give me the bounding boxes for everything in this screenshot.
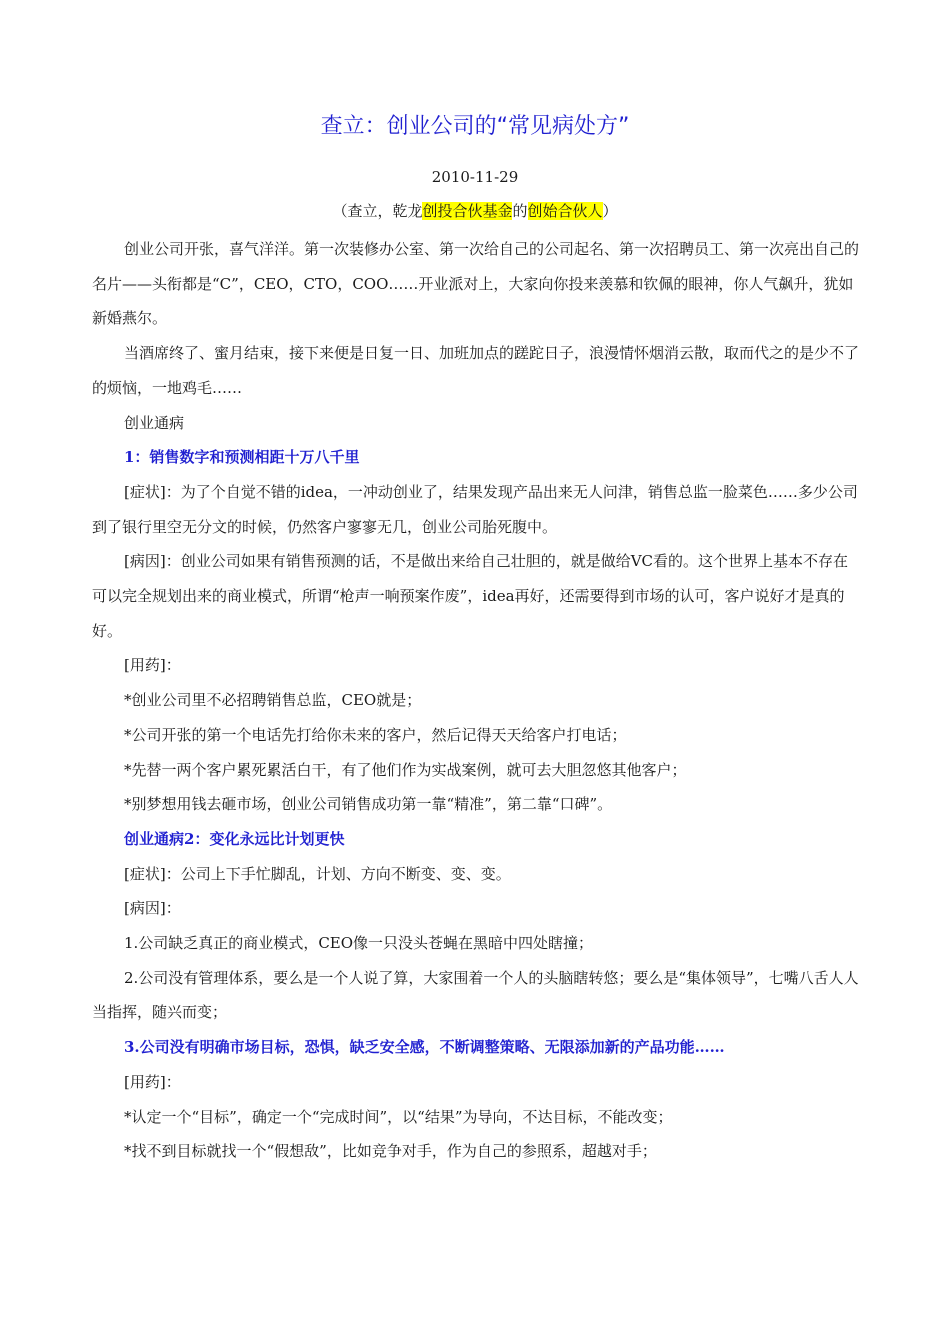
ailment-1-remedy-label: [用药]： xyxy=(124,656,181,675)
remedy-item: *先替一两个客户累死累活白干，有了他们作为实战案例，就可去大胆忽悠其他客户； xyxy=(124,760,687,779)
paragraph-intro: 创业公司开张，喜气洋洋。第一次装修办公室、第一次给自己的公司起名、第一次招聘员工、第一次亮出自己的名片——头衔都是“C”，CEO，CTO，COO……开业派对上，大家向你投来羡慕和钦佩的眼神，你人气飙升，犹如新婚燕尔。 xyxy=(92,240,860,328)
author-prefix: （查立，乾龙 xyxy=(332,202,423,220)
ailment-2-heading: 创业通病2：变化永远比计划更快 xyxy=(124,829,345,848)
cause-item-emphasized: 3.公司没有明确市场目标，恐惧，缺乏安全感，不断调整策略、无限添加新的产品功能…… xyxy=(124,1038,725,1057)
article-body xyxy=(92,232,860,1169)
author-line xyxy=(0,200,950,222)
remedy-item: *别梦想用钱去砸市场，创业公司销售成功第一靠“精准”，第二靠“口碑”。 xyxy=(124,795,613,814)
ailment-1-cause: [病因]：创业公司如果有销售预测的话，不是做出来给自己壮胆的，就是做给VC看的。这个世界上基本不存在可以完全规划出来的商业模式，所谓“枪声一响预案作废”，idea再好，还需要得到市场的认可，客户说好才是真的好。 xyxy=(92,552,849,640)
ailment-2-symptom: [症状]：公司上下手忙脚乱，计划、方向不断变、变、变。 xyxy=(124,864,511,883)
section-label-common-ailments: 创业通病 xyxy=(124,413,185,432)
author-connector: 的 xyxy=(512,202,528,220)
remedy-item: *认定一个“目标”，确定一个“完成时间”，以“结果”为导向，不达目标，不能改变； xyxy=(124,1107,673,1126)
highlighted-fund-name: 创投合伙基金 xyxy=(422,202,513,220)
remedy-item: *创业公司里不必招聘销售总监，CEO就是； xyxy=(124,691,422,710)
cause-item: 1.公司缺乏真正的商业模式，CEO像一只没头苍蝇在黑暗中四处瞎撞； xyxy=(124,934,594,953)
article-date: 2010-11-29 xyxy=(431,168,519,186)
remedy-item: *找不到目标就找一个“假想敌”，比如竞争对手，作为自己的参照系，超越对手； xyxy=(124,1142,657,1161)
cause-item: 2.公司没有管理体系，要么是一个人说了算，大家围着一个人的头脑瞎转悠；要么是“集体领导”，七嘴八舌人人当指挥，随兴而变； xyxy=(92,968,859,1022)
highlighted-role: 创始合伙人 xyxy=(527,202,603,220)
ailment-2-remedy-label: [用药]： xyxy=(124,1072,181,1091)
remedy-item: *公司开张的第一个电话先打给你未来的客户，然后记得天天给客户打电话； xyxy=(124,725,627,744)
ailment-1-symptom: [症状]：为了个自觉不错的idea，一冲动创业了，结果发现产品出来无人问津，销售总监一脸菜色……多少公司到了银行里空无分文的时候，仍然客户寥寥无几，创业公司胎死腹中。 xyxy=(92,482,858,536)
article-title: 查立：创业公司的“常见病处方” xyxy=(320,114,630,139)
paragraph-honeymoon-end: 当酒席终了、蜜月结束，接下来便是日复一日、加班加点的蹉跎日子，浪漫情怀烟消云散，取而代之的是少不了的烦恼，一地鸡毛…… xyxy=(92,344,860,397)
ailment-1-heading: 1：销售数字和预测相距十万八千里 xyxy=(124,448,360,467)
ailment-2-cause-label: [病因]： xyxy=(124,899,181,918)
author-suffix: ） xyxy=(602,202,618,220)
